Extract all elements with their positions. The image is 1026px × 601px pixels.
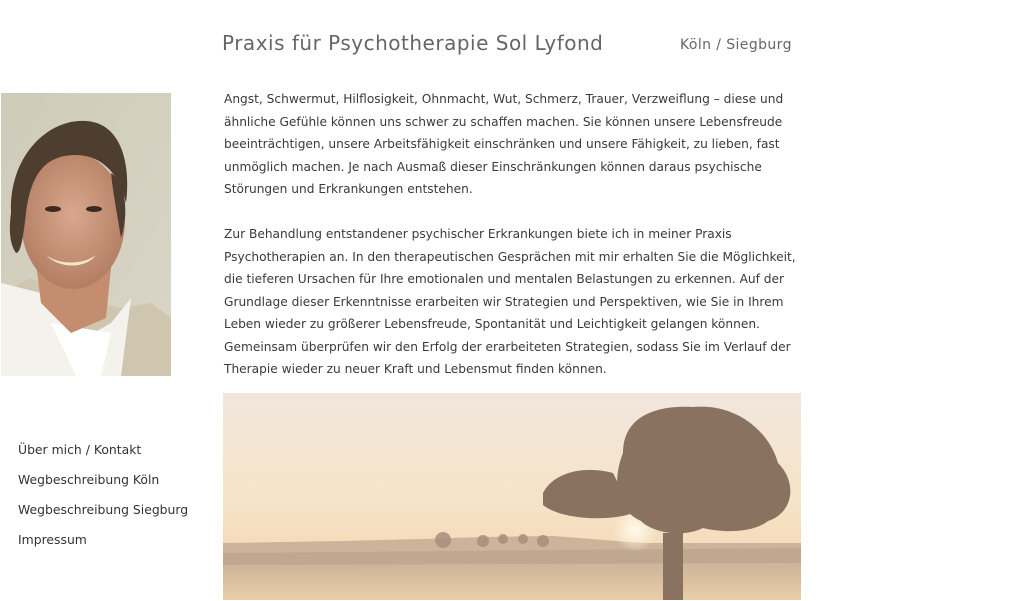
nav-item-about-contact[interactable] bbox=[18, 442, 188, 472]
nav-link-about-contact[interactable]: Über mich / Kontakt bbox=[18, 442, 142, 457]
nav-link-impressum[interactable]: Impressum bbox=[18, 532, 87, 547]
intro-text bbox=[224, 88, 804, 403]
nav-link-directions-koeln[interactable]: Wegbeschreibung Köln bbox=[18, 472, 160, 487]
landscape-illustration bbox=[223, 393, 801, 600]
intro-paragraph-1: Angst, Schwermut, Hilflosigkeit, Ohnmacht, Wut, Schmerz, Trauer, Verzweiflung – diese und ähnliche Gefühle können uns schwer zu schaffen machen. Sie können unsere Lebensfreude beeinträchtigen, unsere Arbeitsfähigkeit einschränken und unsere Fähigkeit, zu lieben, fast unmöglich machen. Je nach Ausmaß dieser Einschränkungen können daraus psychische Störungen und Erkrankungen entstehen. bbox=[224, 92, 784, 196]
intro-paragraph-2: Zur Behandlung entstandener psychischer Erkrankungen biete ich in meiner Praxis Psychotherapien an. In den therapeutischen Gesprächen mit mir erhalten Sie die Möglichkeit, die tieferen Ursachen für Ihre emotionalen und mentalen Belastungen zu erkennen. Auf der Grundlage dieser Erkenntnisse erarbeiten wir Strategien und Perspektiven, wie Sie in Ihrem Leben wieder zu größerer Lebensfreude, Spontanität und Leichtigkeit gelangen können. Gemeinsam überprüfen wir den Erfolg der erarbeiteten Strategien, sodass Sie im Verlauf der Therapie wieder zu neuer Kraft und Lebensmut finden können. bbox=[224, 227, 796, 376]
portrait-image bbox=[1, 93, 171, 376]
site-title: Praxis für Psychotherapie Sol Lyfond bbox=[222, 31, 604, 55]
nav-link-directions-siegburg[interactable]: Wegbeschreibung Siegburg bbox=[18, 502, 189, 517]
nav-item-impressum[interactable] bbox=[18, 532, 188, 562]
nav-item-directions-koeln[interactable] bbox=[18, 472, 188, 502]
main-navigation bbox=[18, 442, 188, 562]
landscape-image bbox=[223, 393, 801, 600]
site-location: Köln / Siegburg bbox=[680, 37, 792, 53]
nav-item-directions-siegburg[interactable] bbox=[18, 502, 188, 532]
portrait-photo bbox=[1, 93, 171, 376]
